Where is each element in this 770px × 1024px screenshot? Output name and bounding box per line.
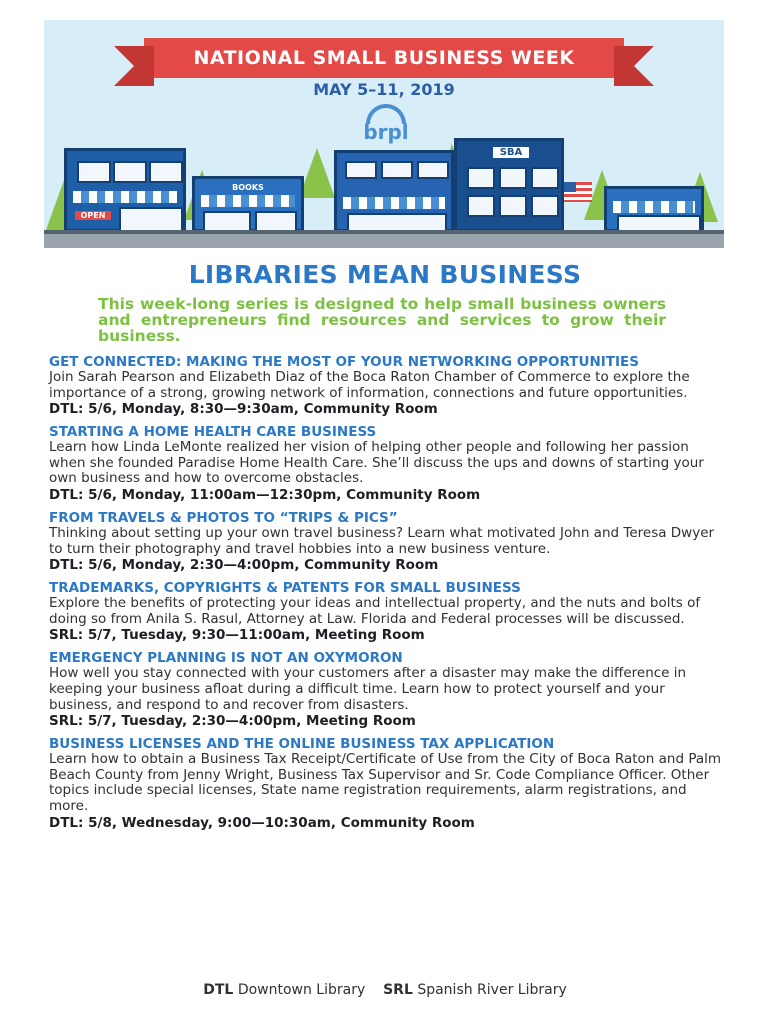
window	[499, 167, 527, 189]
us-flag-icon	[564, 182, 592, 202]
event-time: : 5/6, Monday, 11:00am—12:30pm, Community Room	[78, 486, 481, 503]
legend-srl-name: Spanish River Library	[417, 982, 567, 998]
event-item	[49, 511, 729, 573]
event-dates: MAY 5–11, 2019	[313, 80, 455, 99]
event-item	[49, 581, 729, 643]
ribbon-text: NATIONAL SMALL BUSINESS WEEK	[193, 47, 575, 69]
legend-dtl-name: Downtown Library	[237, 982, 366, 998]
event-item	[49, 737, 729, 830]
tree-icon	[299, 148, 335, 198]
event-description: Learn how Linda LeMonte realized her vision of helping other people and following her passion when she founded Paradise Home Health Care. She’ll discuss the ups and downs of starting your own business and how to overcome obstacles.	[49, 439, 704, 487]
event-time: : 5/6, Monday, 2:30—4:00pm, Community Room	[78, 557, 439, 574]
event-title: BUSINESS LICENSES AND THE ONLINE BUSINESS TAX APPLICATION	[49, 736, 555, 753]
awning	[73, 191, 177, 203]
awning	[613, 201, 695, 213]
books-sign: BOOKS	[232, 183, 264, 192]
event-location-code: DTL	[49, 814, 79, 831]
event-description: Join Sarah Pearson and Elizabeth Diaz of the Boca Raton Chamber of Commerce to explore the importance of a strong, growing network of information, connections and future opportunities.	[49, 369, 690, 401]
event-location-code: DTL	[49, 557, 79, 574]
event-location-code: SRL	[49, 627, 78, 644]
window	[149, 161, 183, 183]
event-item	[49, 651, 729, 729]
event-schedule	[49, 487, 729, 503]
event-description: Thinking about setting up your own travel business? Learn what motivated John and Teresa Dwyer to turn their photography and travel hobbies into a new business venture.	[49, 524, 715, 557]
window	[381, 161, 413, 179]
window	[77, 161, 111, 183]
event-item	[49, 425, 729, 503]
event-title: TRADEMARKS, COPYRIGHTS & PATENTS FOR SMALL BUSINESS	[49, 580, 521, 597]
event-title: GET CONNECTED: MAKING THE MOST OF YOUR NETWORKING OPPORTUNITIES	[49, 354, 639, 370]
logo-text: brpl	[363, 120, 409, 144]
window	[467, 195, 495, 217]
event-time: : 5/7, Tuesday, 9:30—11:00am, Meeting Room	[77, 627, 425, 644]
sidewalk	[44, 234, 724, 248]
event-schedule	[49, 713, 729, 729]
event-schedule	[49, 401, 729, 417]
event-time: : 5/7, Tuesday, 2:30—4:00pm, Meeting Room	[77, 713, 416, 730]
banner-illustration	[44, 20, 724, 248]
event-title: STARTING A HOME HEALTH CARE BUSINESS	[49, 424, 377, 441]
event-item	[49, 355, 729, 417]
open-sign: OPEN	[75, 211, 111, 220]
window	[113, 161, 147, 183]
event-location-code: SRL	[49, 713, 78, 730]
window	[345, 161, 377, 179]
legend-srl-code: SRL	[383, 982, 413, 998]
brpl-logo	[358, 104, 414, 150]
awning	[343, 197, 445, 209]
event-time: : 5/8, Wednesday, 9:00—10:30am, Community Room	[78, 814, 475, 831]
event-title: EMERGENCY PLANNING IS NOT AN OXYMORON	[49, 650, 403, 667]
event-description: How well you stay connected with your customers after a disaster may make the difference in keeping your business afloat during a difficult time. Learn how to protect yourself and your business, and respond to and recover from disasters.	[49, 665, 687, 713]
page-title: LIBRARIES MEAN BUSINESS	[188, 260, 582, 289]
event-time: : 5/6, Monday, 8:30—9:30am, Community Room	[78, 401, 438, 418]
awning	[201, 195, 295, 207]
event-schedule	[49, 815, 729, 831]
library-legend	[0, 982, 770, 998]
event-description: Explore the benefits of protecting your ideas and intellectual property, and the nuts and bolts of doing so from Anila S. Rasul, Attorney at Law. Florida and Federal processes will be discussed.	[49, 595, 701, 627]
bakery-building	[334, 150, 454, 232]
event-title: FROM TRAVELS & PHOTOS TO “TRIPS & PICS”	[49, 509, 398, 526]
storefront-building-1	[64, 148, 186, 232]
window	[417, 161, 449, 179]
event-description: Learn how to obtain a Business Tax Receipt/Certificate of Use from the City of Boca Raton and Palm Beach County from Jenny Wright, Business Tax Supervisor and Sr. Code Compliance Officer. Other topics include special licenses, State name registration requirements, alarm registrations, and more.	[49, 751, 722, 814]
banner-ribbon	[144, 38, 624, 78]
window	[531, 195, 559, 217]
event-location-code: DTL	[49, 401, 79, 418]
sba-building	[454, 138, 564, 232]
bookstore-building	[192, 176, 304, 232]
window	[467, 167, 495, 189]
event-schedule	[49, 627, 729, 643]
event-list	[49, 355, 729, 839]
intro-text: This week-long series is designed to help small business owners and entrepreneurs find resources and services to grow their business.	[98, 295, 666, 345]
window	[499, 195, 527, 217]
window	[531, 167, 559, 189]
cafe-building	[604, 186, 704, 232]
legend-dtl-code: DTL	[203, 982, 234, 998]
event-location-code: DTL	[49, 486, 79, 503]
event-schedule	[49, 557, 729, 573]
sba-sign: SBA	[493, 147, 529, 158]
